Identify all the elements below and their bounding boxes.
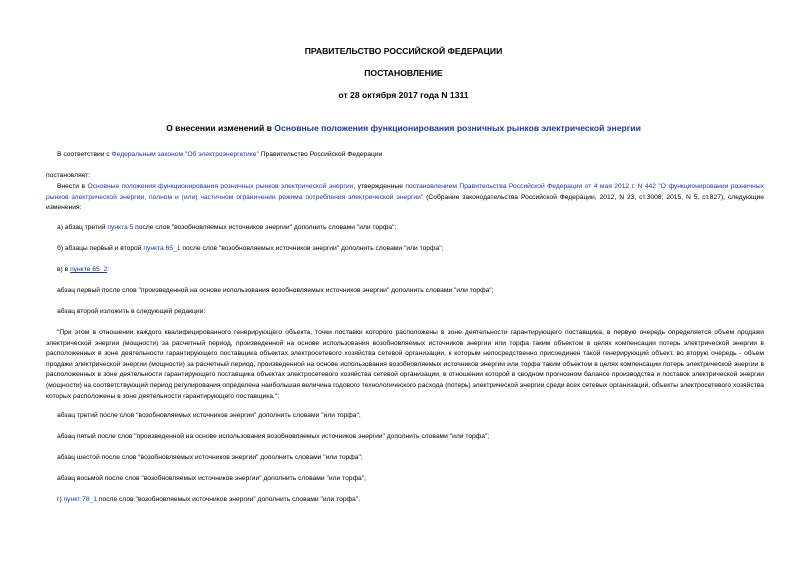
document-title: [0, 123, 807, 133]
intro-prefix: В соответствии с: [57, 151, 112, 158]
government-heading: ПРАВИТЕЛЬСТВО РОССИЙСКОЙ ФЕДЕРАЦИИ: [304, 46, 503, 56]
main-text-2: , утвержденные: [353, 183, 406, 190]
main-text-3: (Собрание законодательства Российской Федерации, 2012, N 23, ст.3008; 2015, N 5, ст.827), следующие изменения:: [46, 193, 765, 212]
item-g-text-2: после слов "возобновляемых источников энергии" дополнить словами "или торфа".: [97, 496, 361, 503]
decree-word: постановляет:: [46, 172, 91, 179]
quoted-new-text: "При этом в отношении каждого квалифицированного генерирующего объекта, точки поставки которого расположены в зоне деятельности гарантирующего поставщика, в первую очередь определяется объем продажи электрической энергии (мощности) за расчетный период, произведенной на основе использования возобновляемых источников энергии или торфа таким объектом в целях компенсации потерь электрической энергии в расположенных в зоне деятельности гарантирующего поставщика объектах электросетевого хозяйства сетевой организации, к которым непосредственно присоединен такой генерирующий объект, во вторую очередь - объем продажи электрической энергии (мощности) за расчетный период, произведенной на основе использования возобновляемых источников энергии или торфа таким объектом в целях компенсации потерь электрической энергии в расположенных в зоне деятельности гарантирующего поставщика объектах электросетевого хозяйства сетевой организации, в отношении которой в сводном прогнозном балансе производства и поставок электрической энергии (мощности) на соответствующий период регулирования определена наибольшая величина годового технологического расхода (потерь) электрической энергии среди всех сетевых организаций, объекты электросетевого хозяйства которых расположены в зоне деятельности гарантирующего поставщика.";: [46, 329, 764, 400]
item-v-text-1: в) в: [57, 266, 71, 273]
item-v-link[interactable]: пункте 65_2: [70, 266, 108, 273]
resolution-442-link[interactable]: постановлением Правительства Российской Федерации от 4 мая 2012 г. N 442 "О функционировании розничных рынков электрической энергии, полном и (или) частичном ограничении режима потребления электрической энергии": [46, 183, 764, 201]
item-a-text-2: после слов "возобновляемых источников энергии" дополнить словами "или торфа";: [133, 224, 397, 231]
main-paragraph: [46, 182, 764, 214]
federal-law-link[interactable]: Федеральным законом "Об электроэнергетике": [111, 151, 259, 158]
item-v: [57, 265, 109, 276]
title-link[interactable]: Основные положения функционирования розничных рынков электрической энергии: [274, 123, 641, 133]
item-v-text-2: :: [107, 266, 110, 273]
intro-paragraph: [57, 150, 382, 161]
paragraph-third-change: абзац третий после слов "возобновляемых источников энергии" дополнить словами "или торфа";: [57, 412, 361, 419]
document-date-heading: от 28 октября 2017 года N 1311: [338, 90, 469, 100]
item-a: [57, 223, 396, 234]
intro-suffix: Правительство Российской Федерации: [258, 151, 383, 158]
item-a-text-1: а) абзац третий: [57, 224, 108, 231]
main-text-1: Внести в: [57, 183, 88, 190]
paragraph-eighth-change: абзац восьмой после слов "возобновляемых источников энергии" дополнить словами "или торфа";: [57, 475, 366, 482]
item-g-text-1: г): [57, 496, 64, 503]
item-b-text-1: б) абзацы первый и второй: [57, 245, 144, 252]
paragraph-fifth-change: абзац пятый после слов "произведенной на основе использования возобновляемых источников энергии" дополнить словами "или торфа";: [57, 433, 490, 440]
title-prefix: О внесении изменений в: [166, 123, 275, 133]
item-a-link[interactable]: пункта 5: [107, 224, 134, 231]
document-type-heading: ПОСТАНОВЛЕНИЕ: [364, 68, 443, 78]
item-b: [57, 244, 443, 255]
paragraph-first-change: абзац первый после слов "произведенной на основе использования возобновляемых источников энергии" дополнить словами "или торфа";: [57, 287, 494, 294]
item-g: [57, 495, 360, 506]
paragraph-sixth-change: абзац шестой после слов "возобновляемых источников энергии" дополнить словами "или торфа";: [57, 454, 363, 461]
item-b-text-2: после слов "возобновляемых источников энергии" дополнить словами "или торфа";: [180, 245, 444, 252]
basic-provisions-link[interactable]: Основные положения функционирования розничных рынков электрической энергии: [87, 183, 354, 190]
paragraph-second-change: абзац второй изложить в следующей редакции:: [57, 308, 206, 315]
item-b-link[interactable]: пункта 65_1: [143, 245, 181, 252]
item-g-link[interactable]: пункт 78_1: [63, 496, 97, 503]
